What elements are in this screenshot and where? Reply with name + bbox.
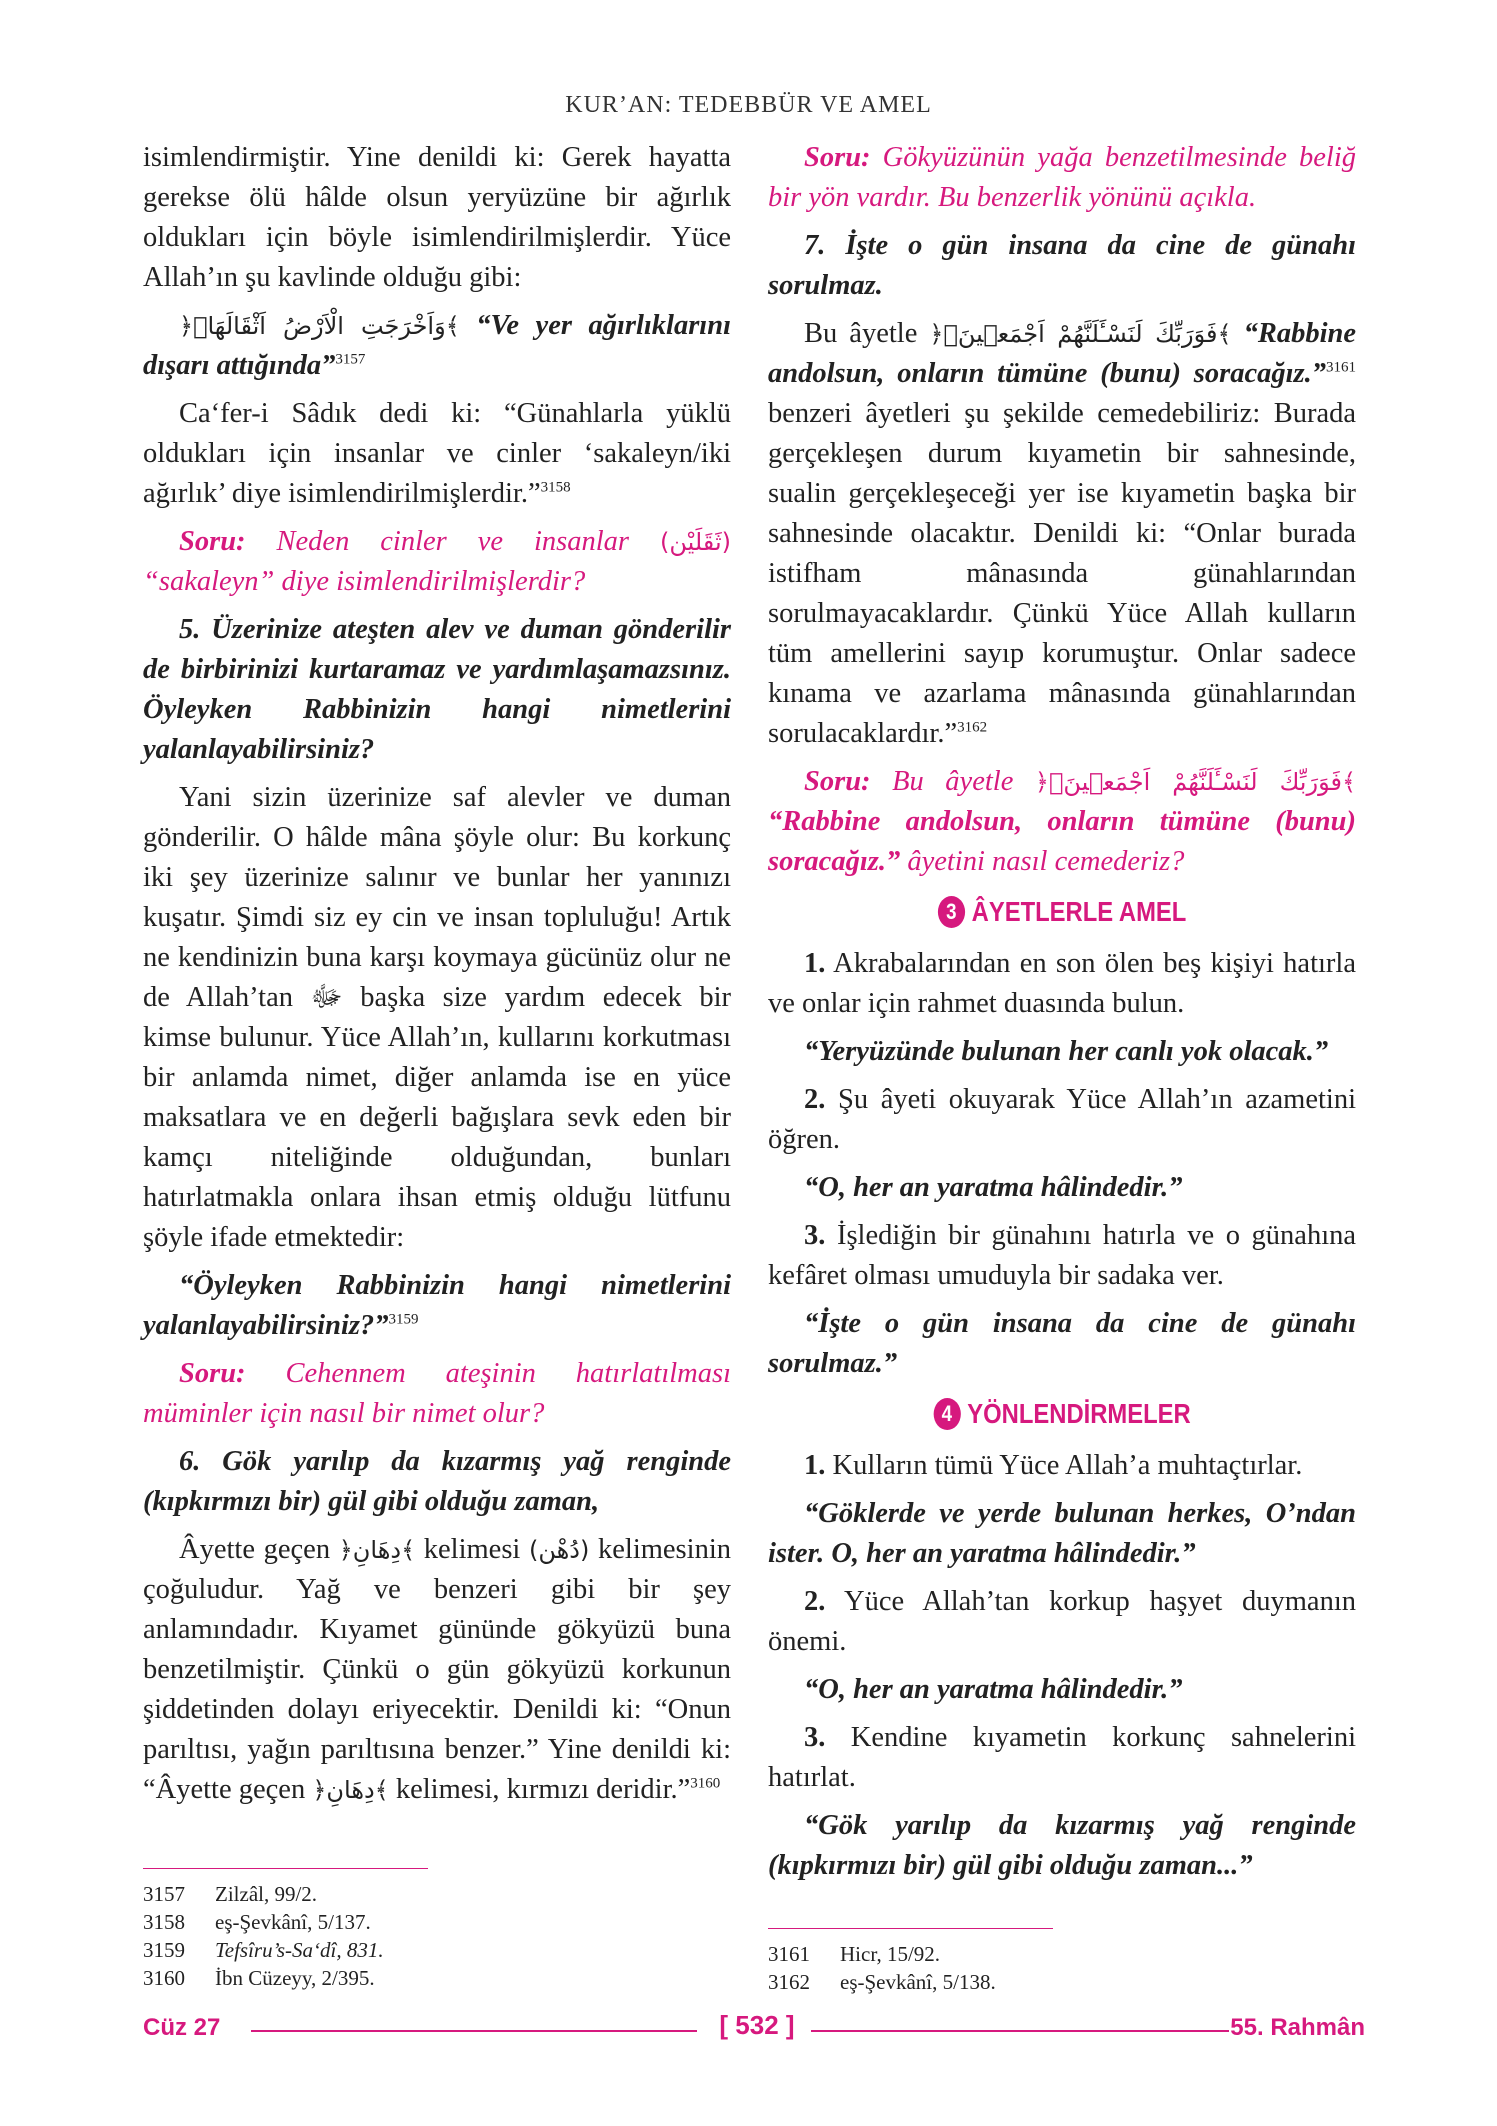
left-column <box>143 138 731 1818</box>
question <box>768 138 1356 218</box>
verse-translation: “Ve yer ağırlıklarını dışarı attığında” <box>143 310 731 381</box>
verse-quote: “O, her an yaratma hâlindedir.” <box>804 1674 1183 1705</box>
footnote-text: Hicr, 15/92. <box>840 1942 941 1966</box>
paragraph: isimlendirmiştir. Yine denildi ki: Gerek hayatta gerekse ölü hâlde olsun yeryüzüne bir ağırlık oldukları için böyle isimlendirilmişlerdir. Yüce Allah’ın şu kavlinde olduğu gibi: <box>143 142 731 293</box>
paragraph <box>768 314 1356 754</box>
footer-rule <box>811 2030 1229 2032</box>
footnote-text: İbn Cüzeyy, 2/395. <box>215 1966 375 1990</box>
paragraph-text: kelimesi <box>415 1534 529 1565</box>
paragraph: Yani sizin üzerinize saf alevler ve duman gönderilir. O hâlde mâna şöyle olur: Bu korkunç iki şey üzerinize salınır ve bunlar her yanınızı kuşatır. Şimdi siz ey cin ve insan topluluğu! Artık ne kendinizin buna karşı koymaya gücünüz olur ne de Allah’tan ﷻ başka size yardım edecek bir kimse bulunur. Yüce Allah’ın, kullarını korkutması bir anlamda nimet, diğer anlamda ise en yüce maksatlara ve en değerli bağışlara sevk eden bir kamçı niteliğinde olduğundan, bunları hatırlatmakla onlara ihsan etmiş olduğu lütfunu şöyle ifade etmektedir: <box>143 782 731 1253</box>
verse-quote: “Göklerde ve yerde bulunan herkes, O’ndan ister. O, her an yaratma hâlindedir.” <box>768 1498 1356 1569</box>
question-text: Bu âyetle <box>870 766 1035 797</box>
right-footnotes <box>768 1940 1356 1996</box>
footnote-text: Zilzâl, 99/2. <box>215 1882 318 1906</box>
footnote-ref: 3160 <box>690 1775 721 1792</box>
footnote-ref: 3162 <box>957 719 988 736</box>
footnote <box>143 1880 731 1908</box>
right-column <box>768 138 1356 1894</box>
left-footnotes <box>143 1880 731 1992</box>
arabic-word: ﴿دِهَانِ﴾ <box>338 1536 416 1564</box>
item-text: İşlediğin bir günahını hatırla ve o günahına kefâret olması umuduyla bir sadaka ver. <box>768 1220 1357 1291</box>
question-label: Soru: <box>804 142 871 173</box>
verse-quote: “Gök yarılıp da kızarmış yağ renginde (kıpkırmızı bir) gül gibi olduğu zaman...” <box>768 1810 1356 1881</box>
list-item <box>768 1080 1356 1160</box>
footnote-text: Tefsîru’s-Sa‘dî, 831. <box>215 1938 384 1962</box>
paragraph-text: Bu âyetle <box>804 318 930 349</box>
verse-heading: 6. Gök yarılıp da kızarmış yağ renginde (kıpkırmızı bir) gül gibi olduğu zaman, <box>143 1446 731 1517</box>
section-heading <box>812 892 1312 932</box>
question-text: Gökyüzünün yağa benzetilmesinde beliğ bir yön vardır. Bu benzerlik yönünü açıkla. <box>768 142 1356 213</box>
section-number-badge: 3 <box>938 896 965 928</box>
list-item <box>768 1446 1356 1486</box>
paragraph-text: kelimesi, kırmızı deridir.” <box>388 1774 691 1805</box>
arabic-word: (ثَقَلَيْن) <box>659 528 731 556</box>
paragraph-text: Âyette geçen <box>179 1534 339 1565</box>
footer-rule <box>251 2030 697 2032</box>
list-item <box>768 1582 1356 1662</box>
question <box>143 1354 731 1434</box>
question <box>768 762 1356 882</box>
footnote-rule <box>768 1928 1053 1929</box>
item-text: Akrabalarından en son ölen beş kişiyi hatırla ve onlar için rahmet duasında bulun. <box>768 948 1356 1019</box>
list-item <box>768 1718 1356 1798</box>
footnote-number: 3162 <box>768 1970 810 1994</box>
juz-label: Cüz 27 <box>143 2014 221 2041</box>
question-label: Soru: <box>179 526 246 557</box>
section-title: ÂYETLERLE AMEL <box>971 896 1187 927</box>
question-text: “sakaleyn” diye isimlendirilmişlerdir? <box>143 566 586 597</box>
item-number: 1. <box>804 948 826 979</box>
item-text: Yüce Allah’tan korkup haşyet duymanın önemi. <box>768 1586 1356 1657</box>
item-number: 2. <box>804 1084 826 1115</box>
arabic-verse: ﴿فَوَرَبِّكَ لَنَسْـَٔلَنَّهُمْ اَجْمَع۪ينَۙ﴾ <box>929 320 1232 348</box>
footnote-text: eş-Şevkânî, 5/137. <box>215 1910 371 1934</box>
footnote-number: 3160 <box>143 1966 185 1990</box>
page-number: [ 532 ] <box>719 2010 795 2040</box>
item-text: Şu âyeti okuyarak Yüce Allah’ın azametini öğren. <box>768 1084 1356 1155</box>
paragraph <box>143 1530 731 1810</box>
footnote-number: 3161 <box>768 1942 810 1966</box>
list-item <box>768 1216 1356 1296</box>
question-text: Neden cinler ve insanlar <box>245 526 660 557</box>
question-quote: “Rabbine andolsun, onların tümüne (bunu) soracağız.” <box>768 806 1356 877</box>
arabic-word: (دُهْن) <box>528 1536 590 1564</box>
footnote-rule <box>143 1868 428 1869</box>
question-text: âyetini nasıl cemederiz? <box>900 846 1185 877</box>
verse-heading: 7. İşte o gün insana da cine de günahı sorulmaz. <box>768 230 1356 301</box>
footnote <box>143 1908 731 1936</box>
section-number-badge: 4 <box>933 1398 960 1430</box>
paragraph <box>143 394 731 514</box>
arabic-verse: ﴿فَوَرَبِّكَ لَنَسْـَٔلَنَّهُمْ اَجْمَع۪ينَۙ﴾ <box>1034 768 1356 796</box>
footnote-ref: 3161 <box>1326 359 1356 376</box>
quote-text: “Öyleyken Rabbinizin hangi nimetlerini yalanlayabilirsiniz?” <box>143 1270 731 1341</box>
question-text: Cehennem ateşinin hatırlatılması müminler için nasıl bir nimet olur? <box>143 1358 731 1429</box>
footnote-ref: 3159 <box>388 1311 419 1328</box>
arabic-word: ﴿دِهَانِ﴾ <box>312 1776 389 1804</box>
item-number: 3. <box>804 1220 826 1251</box>
footnote-ref: 3158 <box>540 479 571 496</box>
item-number: 3. <box>804 1722 826 1753</box>
footnote <box>768 1940 1356 1968</box>
item-number: 1. <box>804 1450 826 1481</box>
footnote-number: 3157 <box>143 1882 185 1906</box>
footnote-number: 3159 <box>143 1938 185 1962</box>
footnote-number: 3158 <box>143 1910 185 1934</box>
verse-heading: 5. Üzerinize ateşten alev ve duman gönderilir de birbirinizi kurtaramaz ve yardımlaşamazsınız. Öyleyken Rabbinizin hangi nimetlerini yalanlayabilirsiniz? <box>143 614 731 765</box>
running-head: KUR’AN: TEDEBBÜR VE AMEL <box>565 92 932 118</box>
question <box>143 522 731 602</box>
verse-translation: “Rabbine andolsun, onların tümüne (bunu) soracağız.” <box>768 318 1356 389</box>
page-footer <box>143 2008 1365 2048</box>
footnote-ref: 3157 <box>335 351 366 368</box>
verse-quote: “O, her an yaratma hâlindedir.” <box>804 1172 1183 1203</box>
footnote <box>768 1968 1356 1996</box>
verse-quote: “İşte o gün insana da cine de günahı sorulmaz.” <box>768 1308 1356 1379</box>
footnote <box>143 1964 731 1992</box>
arabic-verse: ﴿وَاَخْرَجَتِ الْاَرْضُ اَثْقَالَهَاۙ﴾ <box>179 312 460 340</box>
section-title: YÖNLENDİRMELER <box>967 1398 1191 1429</box>
item-text: Kendine kıyametin korkunç sahnelerini hatırlat. <box>768 1722 1356 1793</box>
paragraph-text: kelimesinin çoğuludur. Yağ ve benzeri gibi bir şey anlamındadır. Kıyamet gününde gökyüzü buna benzetilmiştir. Çünkü o gün gökyüzü korkunun şiddetinden dolayı eriyecektir. Denildi ki: “Onun parıltısı, yağın parıltısına benzer.” Yine denildi ki: “Âyette geçen <box>143 1534 731 1805</box>
item-text: Kulların tümü Yüce Allah’a muhtaçtırlar. <box>832 1450 1303 1481</box>
list-item <box>768 944 1356 1024</box>
section-heading <box>812 1394 1312 1434</box>
question-label: Soru: <box>804 766 871 797</box>
verse-quote <box>143 1266 731 1346</box>
footnote <box>143 1936 731 1964</box>
item-number: 2. <box>804 1586 826 1617</box>
paragraph-text: benzeri âyetleri şu şekilde cemedebiliriz: Burada gerçekleşen durum kıyametin bir sahnesinde, sualin gerçekleşeceği yer ise kıyametin başka bir sahnesinde olacaktır. Denildi ki: “Onlar burada istifham mânasında günahlarından sorulmayacaklardır. Çünkü Yüce Allah kulların tüm amellerini sayıp korumuştur. Onlar sadece kınama ve azarlama mânasında günahlarından sorulacaklardır.” <box>768 398 1356 749</box>
footnote-text: eş-Şevkânî, 5/138. <box>840 1970 996 1994</box>
verse-paragraph <box>143 306 731 386</box>
verse-quote: “Yeryüzünde bulunan her canlı yok olacak.” <box>804 1036 1329 1067</box>
question-label: Soru: <box>179 1358 246 1389</box>
surah-label: 55. Rahmân <box>1230 2014 1365 2041</box>
paragraph-text: Ca‘fer-i Sâdık dedi ki: “Günahlarla yüklü oldukları için insanlar ve cinler ‘sakaleyn/iki ağırlık’ diye isimlendirilmişlerdir.” <box>143 398 731 509</box>
